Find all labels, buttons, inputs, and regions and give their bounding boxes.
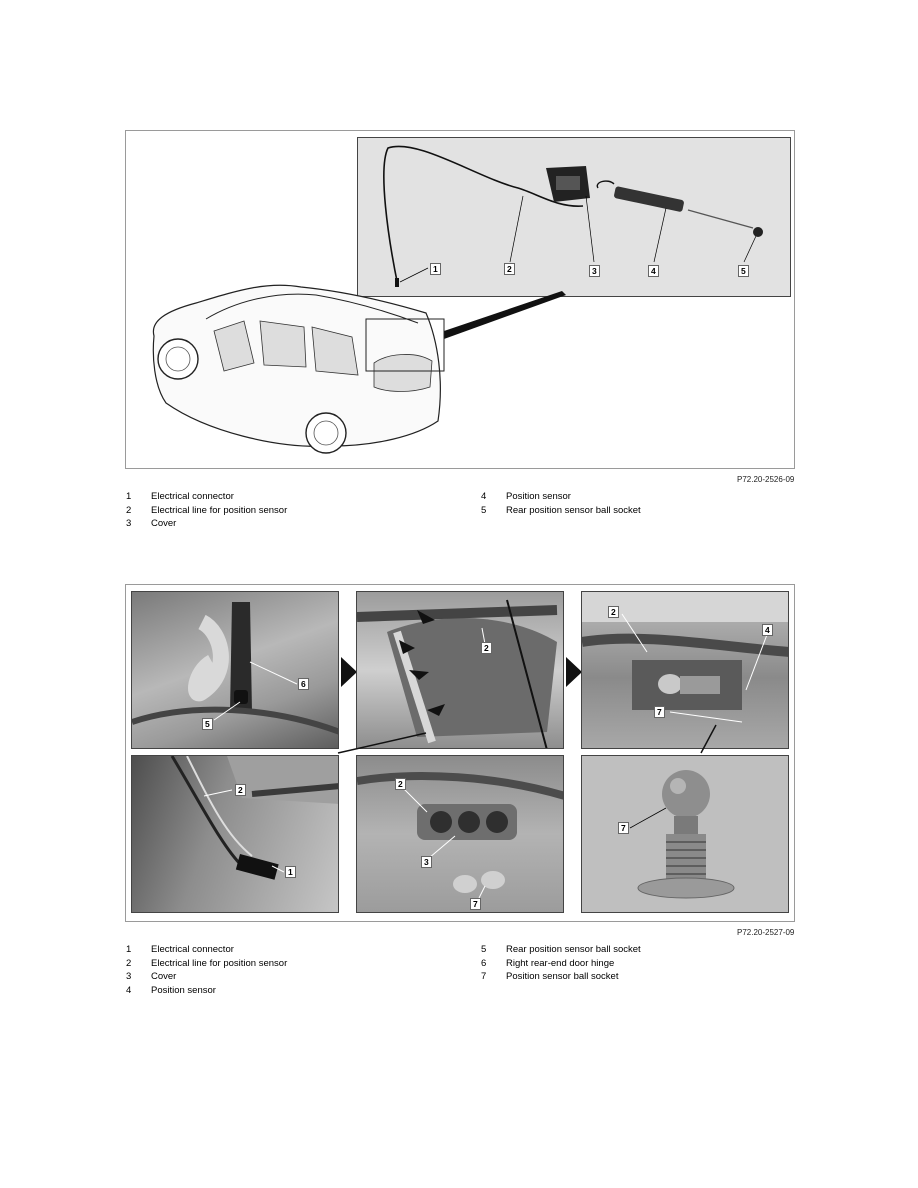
callout-1: 1 bbox=[430, 263, 441, 275]
figure-2-legend-left bbox=[126, 943, 287, 997]
callout-3: 3 bbox=[589, 265, 600, 277]
legend-item: 3 Cover bbox=[126, 518, 177, 529]
callout-5: 5 bbox=[202, 718, 213, 730]
callout-2: 2 bbox=[504, 263, 515, 275]
figure-1-legend-right bbox=[481, 490, 641, 517]
figure-1-legend-left bbox=[126, 490, 287, 531]
callout-7: 7 bbox=[654, 706, 665, 718]
figure-2-frame bbox=[125, 584, 795, 922]
legend-item: 2 Electrical line for position sensor bbox=[126, 504, 288, 516]
photo-electrical-connector bbox=[131, 755, 339, 913]
callout-7: 7 bbox=[470, 898, 481, 910]
legend-item: 5 Rear position sensor ball socket bbox=[481, 504, 641, 516]
legend-item: 1 Electrical connector bbox=[126, 944, 234, 955]
legend-item: 4 Position sensor bbox=[481, 491, 571, 502]
callout-4: 4 bbox=[648, 265, 659, 277]
step-arrow-icon bbox=[566, 657, 582, 687]
step-arrow-icon bbox=[341, 657, 357, 687]
legend-item: 4 Position sensor bbox=[126, 984, 216, 996]
callout-7: 7 bbox=[618, 822, 629, 834]
photo-hinge bbox=[131, 591, 339, 749]
callout-2: 2 bbox=[235, 784, 246, 796]
legend-item: 3 Cover bbox=[126, 971, 177, 982]
figure-2-legend-right bbox=[481, 943, 641, 984]
callout-3: 3 bbox=[421, 856, 432, 868]
callout-6: 6 bbox=[298, 678, 309, 690]
callout-4: 4 bbox=[762, 624, 773, 636]
figure-2-reference-code: P72.20-2527-09 bbox=[737, 928, 795, 937]
legend-item: 6 Right rear-end door hinge bbox=[481, 957, 615, 969]
photo-ball-socket bbox=[581, 755, 789, 913]
photo-window-frame bbox=[356, 591, 564, 749]
legend-item: 2 Electrical line for position sensor bbox=[126, 957, 288, 969]
callout-5: 5 bbox=[738, 265, 749, 277]
callout-2: 2 bbox=[395, 778, 406, 790]
legend-item: 1 Electrical connector bbox=[126, 491, 234, 502]
photo-position-sensor bbox=[581, 591, 789, 749]
callout-2: 2 bbox=[481, 642, 492, 654]
callout-1: 1 bbox=[285, 866, 296, 878]
figure-1-frame bbox=[125, 130, 795, 469]
legend-item: 5 Rear position sensor ball socket bbox=[481, 944, 641, 955]
position-sensor-parts-drawing bbox=[358, 138, 790, 296]
callout-2: 2 bbox=[608, 606, 619, 618]
legend-item: 7 Position sensor ball socket bbox=[481, 971, 619, 982]
figure-1-reference-code: P72.20-2526-09 bbox=[737, 475, 795, 484]
figure-1-detail-inset bbox=[357, 137, 791, 297]
photo-cover bbox=[356, 755, 564, 913]
